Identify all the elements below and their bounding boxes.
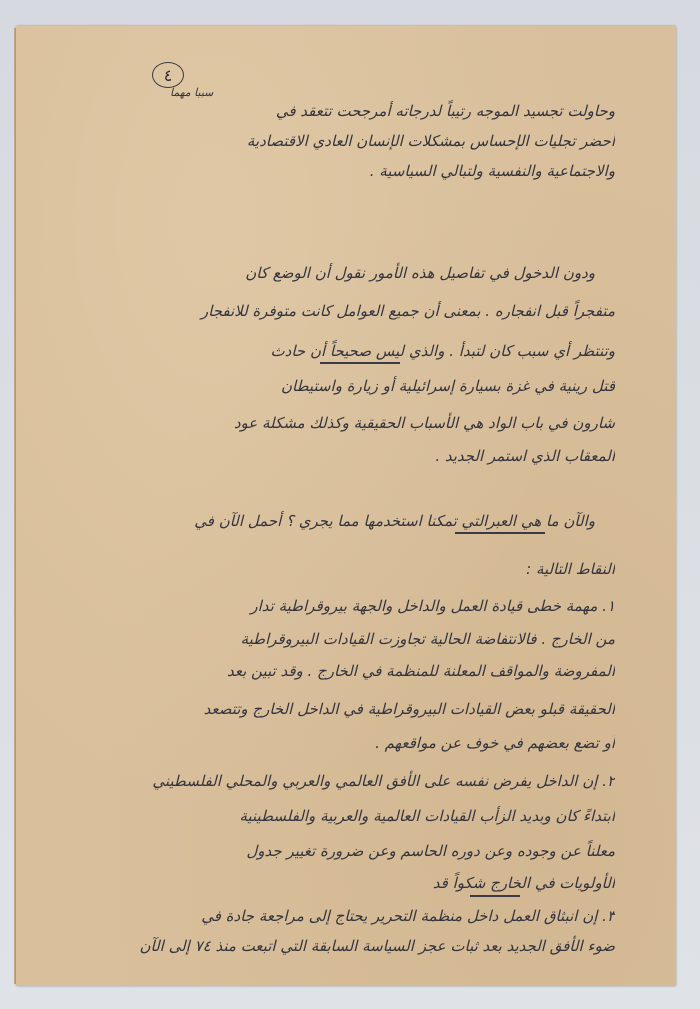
text-line: متفجراً قبل انفجاره . بمعنى أن جميع العوامل كانت متوفرة للانفجار [200, 302, 615, 320]
list-item-line: ١. مهمة خطى قيادة العمل والداخل والجهة بيروقراطية تدار [250, 597, 615, 615]
handwritten-underline [320, 362, 400, 364]
list-item-line: ٣. إن انبثاق العمل داخل منظمة التحرير يحتاج إلى مراجعة جادة في [201, 907, 615, 925]
text-line: ودون الدخول في تفاصيل هذه الأمور نقول أن الوضع كان [245, 264, 595, 282]
list-item-line: أو تضع بعضهم في خوف عن مواقعهم . [375, 734, 615, 752]
list-item-line: ٢. إن الداخل يفرض نفسه على الأفق العالمي والعربي والمحلي الفلسطيني [152, 772, 615, 790]
text-line: والاجتماعية والنفسية ولتبالي السياسية . [369, 162, 615, 180]
text-line: النقاط التالية : [526, 560, 615, 578]
list-item-line: المفروضة والمواقف المعلنة للمنظمة في الخارج . وقد تبين بعد [227, 662, 615, 680]
handwritten-insertion: سببا مهما [170, 86, 214, 99]
list-item-line: من الخارج . فالانتفاضة الحالية تجاوزت القيادات البيروقراطية [240, 630, 615, 648]
handwritten-underline [470, 895, 520, 897]
text-line: أحضر تجليات الإحساس بمشكلات الإنسان العادي الاقتصادية [246, 132, 615, 150]
text-line: المعقاب الذي استمر الجديد . [435, 447, 615, 465]
list-item-line: الحقيقة قبلو بعض القيادات البيروقراطية في الداخل الخارج وتتصعد [203, 700, 615, 718]
text-line: وتنتظر أي سبب كان لتبدأ . والذي ليس صحيحاً أن حادث [270, 342, 615, 360]
handwritten-underline [455, 532, 545, 534]
list-item-line: ضوء الأفق الجديد بعد ثبات عجز السياسة السابقة التي اتبعت منذ ٧٤ إلى الآن [139, 937, 615, 955]
page-number: ٤ [152, 62, 184, 88]
text-line: والآن ما هي العبرالتي تمكنا استخدمها مما يجري ؟ أحمل الآن في [194, 512, 595, 530]
list-item-line: الأولويات في الخارج شكواً قد [432, 874, 615, 892]
text-line: وحاولت تجسيد الموجه رتيباً لدرجاته أمرجحت تتعقد في [275, 102, 615, 120]
list-item-line: ابتداءً كان وبديد الزأب القيادات العالمية والعربية والفلسطينية [239, 807, 615, 825]
text-line: قتل رينية في غزة بسيارة إسرائيلية أو زيارة واستيطان [281, 377, 615, 395]
list-item-line: معلناً عن وجوده وعن دوره الحاسم وعن ضرورة تغيير جدول [246, 842, 615, 860]
text-line: شارون في باب الواد هي الأسباب الحقيقية وكذلك مشكلة عود [233, 414, 615, 432]
